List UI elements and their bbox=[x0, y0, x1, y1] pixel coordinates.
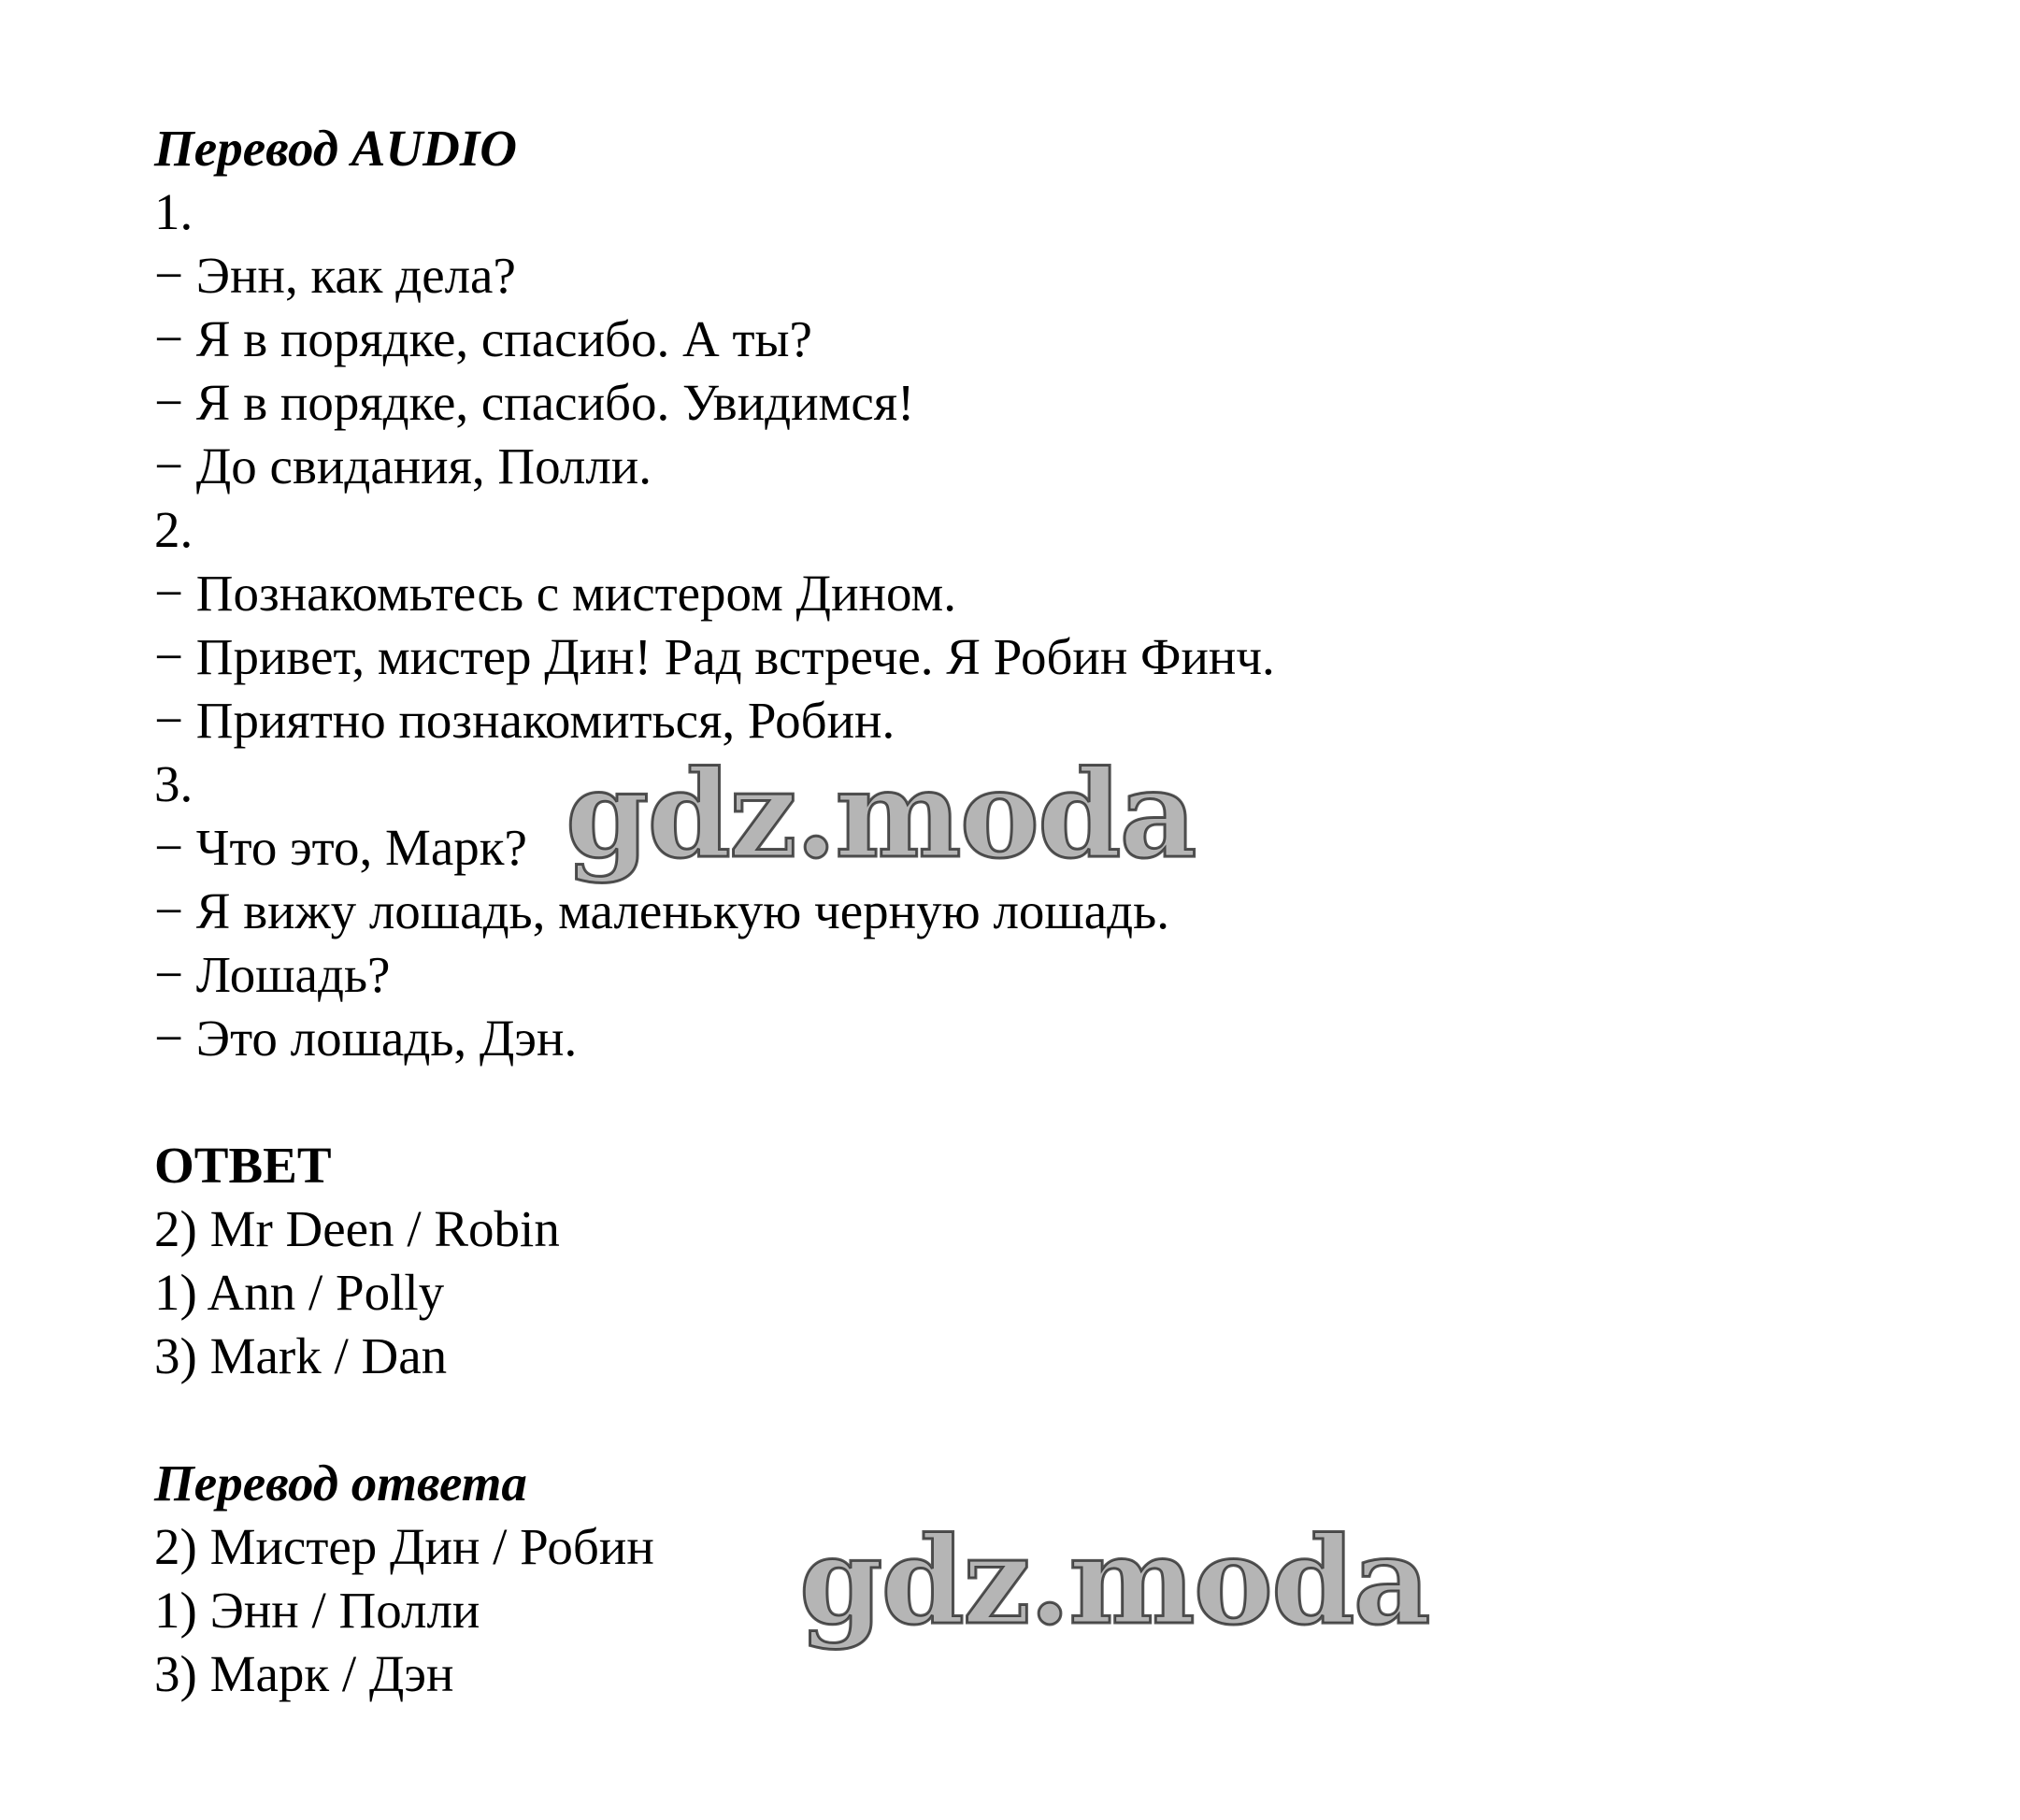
dialogue-2-number: 2. bbox=[154, 501, 193, 558]
dialogue-3-line-3: − Лошадь? bbox=[154, 946, 391, 1003]
answer-item-2: 1) Ann / Polly bbox=[154, 1264, 445, 1321]
audio-heading: Перевод AUDIO bbox=[154, 120, 518, 177]
dialogue-2-line-3: − Приятно познакомиться, Робин. bbox=[154, 692, 895, 749]
dialogue-1-line-1: − Энн, как дела? bbox=[154, 247, 516, 304]
watermark-logo: gdz.moda bbox=[566, 745, 1196, 885]
dialogue-3-line-4: − Это лошадь, Дэн. bbox=[154, 1010, 578, 1067]
dialogue-1-line-3: − Я в порядке, спасибо. Увидимся! bbox=[154, 374, 915, 431]
dialogue-3-number: 3. bbox=[154, 755, 193, 812]
dialogue-2-line-1: − Познакомьтесь с мистером Дином. bbox=[154, 565, 956, 622]
answer-item-3: 3) Mark / Dan bbox=[154, 1327, 448, 1384]
answer-heading: ОТВЕТ bbox=[154, 1137, 332, 1194]
watermark-logo: gdz.moda bbox=[799, 1512, 1429, 1652]
answer-translation-heading: Перевод ответа bbox=[154, 1455, 527, 1512]
section-spacer bbox=[154, 1388, 1930, 1452]
dialogue-3-line-1: − Что это, Марк? bbox=[154, 819, 527, 876]
section-spacer bbox=[154, 1070, 1930, 1134]
answer-translation-item-1: 2) Мистер Дин / Робин bbox=[154, 1518, 654, 1575]
dialogue-1-line-2: − Я в порядке, спасибо. А ты? bbox=[154, 310, 812, 367]
dialogue-3-line-2: − Я вижу лошадь, маленькую черную лошадь. bbox=[154, 882, 1169, 939]
answer-translation-item-3: 3) Марк / Дэн bbox=[154, 1645, 454, 1702]
document-page bbox=[154, 117, 1930, 1706]
answer-translation-item-2: 1) Энн / Полли bbox=[154, 1582, 480, 1639]
dialogue-1-number: 1. bbox=[154, 183, 193, 240]
dialogue-2-line-2: − Привет, мистер Дин! Рад встрече. Я Робин Финч. bbox=[154, 628, 1275, 685]
dialogue-1-line-4: − До свидания, Полли. bbox=[154, 437, 652, 494]
answer-item-1: 2) Mr Deen / Robin bbox=[154, 1200, 560, 1257]
